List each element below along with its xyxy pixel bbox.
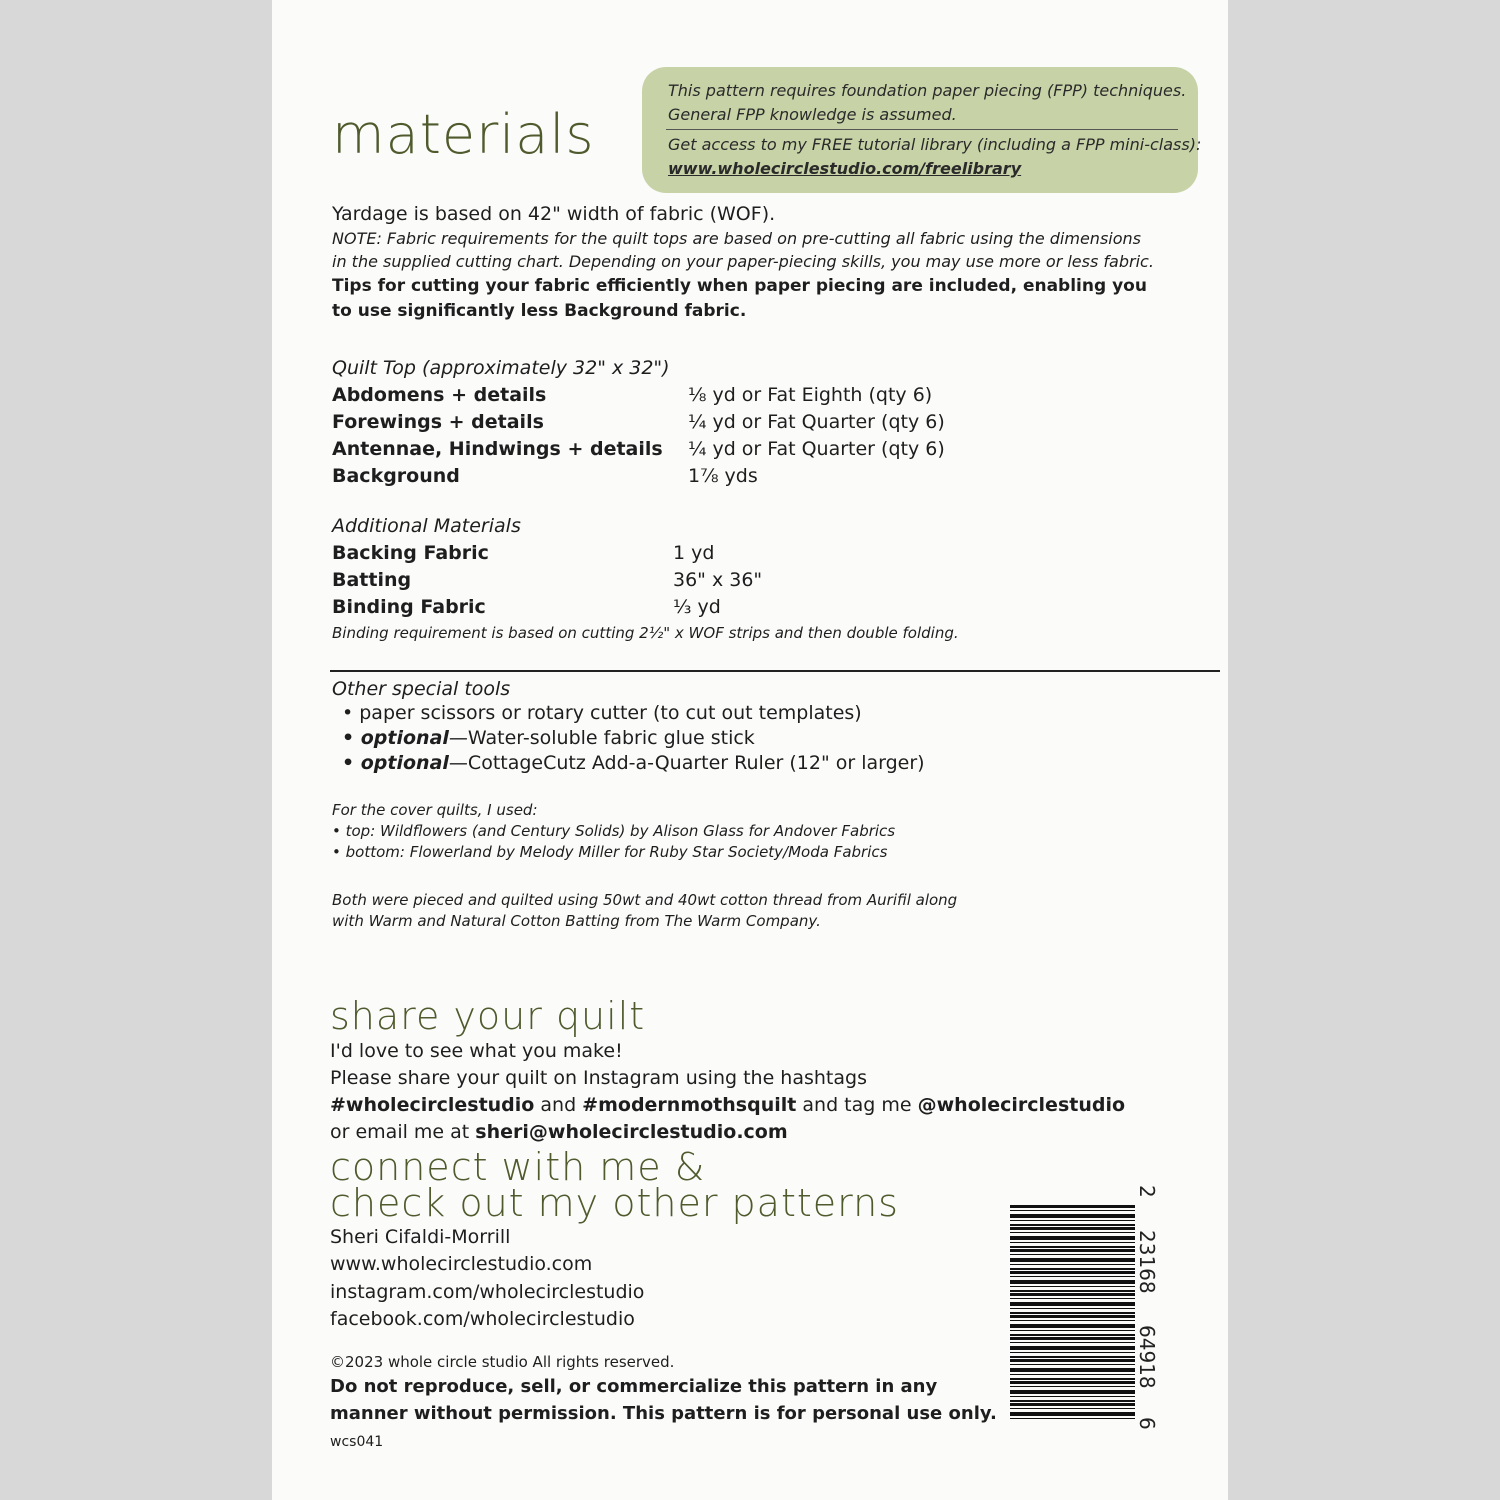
tools-bullet-text: —CottageCutz Add-a-Quarter Ruler (12" or larger) — [448, 752, 925, 774]
email-link[interactable]: sheri@wholecirclestudio.com — [475, 1121, 788, 1143]
quilt-top-title: Quilt Top (approximately 32" x 32") — [332, 357, 670, 379]
usage-warning: Do not reproduce, sell, or commercialize this pattern in any — [330, 1376, 938, 1397]
quilt-top-amount: ¼ yd or Fat Quarter (qty 6) — [688, 438, 945, 460]
additional-item: Binding Fabric — [332, 596, 486, 618]
cover-item: • bottom: Flowerland by Melody Miller for Ruby Star Society/Moda Fabrics — [332, 843, 888, 861]
cover-intro: For the cover quilts, I used: — [332, 801, 538, 819]
free-library-text: Get access to my FREE tutorial library (including a FPP mini-class): — [668, 135, 1202, 154]
connect-heading: check out my other patterns — [330, 1181, 899, 1225]
barcode-digits — [1137, 1185, 1159, 1435]
quilt-top-item: Antennae, Hindwings + details — [332, 438, 663, 460]
fpp-note-line: General FPP knowledge is assumed. — [668, 105, 957, 124]
fabric-note-line: in the supplied cutting chart. Depending on your paper-piecing skills, you may use more or less fabric. — [332, 252, 1154, 271]
yardage-text: Yardage is based on 42" width of fabric (WOF). — [332, 203, 776, 225]
email-line — [330, 1120, 788, 1144]
instagram-link[interactable]: instagram.com/wholecirclestudio — [330, 1281, 645, 1303]
fabric-note-line: NOTE: Fabric requirements for the quilt tops are based on pre-cutting all fabric using the dimensions — [332, 229, 1141, 248]
email-prefix: or email me at — [330, 1121, 476, 1143]
barcode-check-digit: 2 — [1135, 1185, 1159, 1198]
free-library-link[interactable]: www.wholecirclestudio.com/freelibrary — [668, 159, 1022, 178]
fpp-note-box — [642, 67, 1202, 193]
cover-pieced-line: with Warm and Natural Cotton Batting from The Warm Company. — [332, 912, 821, 930]
and-text: and — [534, 1094, 583, 1116]
optional-label: • optional — [342, 727, 449, 749]
tools-bullet — [342, 751, 925, 776]
additional-amount: ⅓ yd — [673, 596, 721, 618]
additional-title: Additional Materials — [332, 515, 521, 537]
hashtag-studio[interactable]: #wholecirclestudio — [330, 1094, 535, 1116]
materials-heading: materials — [332, 103, 595, 166]
tools-bullet-text: —Water-soluble fabric glue stick — [448, 727, 755, 749]
pattern-code: wcs041 — [330, 1434, 384, 1450]
hashtag-moths[interactable]: #modernmothsquilt — [582, 1094, 797, 1116]
tools-bullet: • paper scissors or rotary cutter (to cut out templates) — [342, 702, 862, 724]
tips-line: to use significantly less Background fabric. — [332, 301, 747, 321]
cover-item: • top: Wildflowers (and Century Solids) by Alison Glass for Andover Fabrics — [332, 822, 896, 840]
tag-text: and tag me — [796, 1094, 918, 1116]
quilt-top-item: Abdomens + details — [332, 384, 547, 406]
designer-name: Sheri Cifaldi-Morrill — [330, 1226, 511, 1248]
quilt-top-item: Background — [332, 465, 460, 487]
additional-amount: 1 yd — [673, 542, 715, 564]
additional-amount: 36" x 36" — [673, 569, 763, 591]
tools-title: Other special tools — [332, 678, 511, 700]
barcode-group: 64918 — [1135, 1325, 1159, 1389]
additional-item: Backing Fabric — [332, 542, 489, 564]
cover-pieced-line: Both were pieced and quilted using 50wt and 40wt cotton thread from Aurifil along — [332, 891, 958, 909]
fpp-note-line: This pattern requires foundation paper piecing (FPP) techniques. — [668, 81, 1187, 100]
binding-note: Binding requirement is based on cutting 2½" x WOF strips and then double folding. — [332, 624, 959, 642]
usage-warning: manner without permission. This pattern is for personal use only. — [330, 1403, 997, 1424]
section-divider — [330, 670, 1220, 672]
additional-item: Batting — [332, 569, 412, 591]
share-heading: share your quilt — [330, 994, 646, 1038]
note-divider — [666, 129, 1178, 130]
tips-line: Tips for cutting your fabric efficiently when paper piecing are included, enabling you — [332, 276, 1147, 296]
barcode-group: 23168 — [1135, 1230, 1159, 1294]
barcode-lead-digit: 6 — [1135, 1417, 1159, 1430]
hashtag-line — [330, 1093, 1125, 1117]
share-line: I'd love to see what you make! — [330, 1040, 623, 1062]
quilt-top-amount: 1⅞ yds — [688, 465, 758, 487]
barcode-icon — [1010, 1205, 1135, 1420]
quilt-top-amount: ¼ yd or Fat Quarter (qty 6) — [688, 411, 945, 433]
quilt-top-item: Forewings + details — [332, 411, 544, 433]
quilt-top-amount: ⅛ yd or Fat Eighth (qty 6) — [688, 384, 933, 406]
optional-label: • optional — [342, 752, 449, 774]
connect-heading: connect with me & — [330, 1145, 706, 1189]
copyright: ©2023 whole circle studio All rights reserved. — [330, 1353, 675, 1371]
tools-bullet — [342, 726, 755, 751]
instagram-handle[interactable]: @wholecirclestudio — [917, 1094, 1126, 1116]
facebook-link[interactable]: facebook.com/wholecirclestudio — [330, 1308, 635, 1330]
share-line: Please share your quilt on Instagram using the hashtags — [330, 1067, 867, 1089]
website-link[interactable]: www.wholecirclestudio.com — [330, 1253, 593, 1275]
